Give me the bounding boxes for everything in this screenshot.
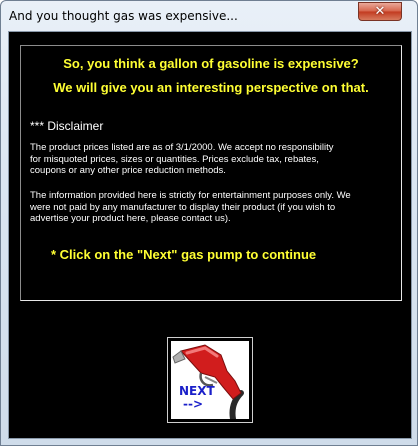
disclaimer-heading: *** Disclaimer [30,119,104,133]
text-line: advertise your product here, please contact us). [30,213,231,224]
title-bar[interactable] [1,1,417,31]
text-line: The information provided here is strictly for entertainment purposes only. We [30,190,351,201]
next-label [179,385,215,411]
text-line: for misquoted prices, sizes or quantities. Prices exclude tax, rebates, [30,153,319,165]
text-line: coupons or any other price reduction methods. [30,165,226,176]
text-line: The product prices listed are as of 3/1/2000. We accept no responsibility [30,142,334,153]
headline-question: So, you think a gallon of gasoline is expensive? [63,56,359,71]
close-icon: ✕ [374,4,386,19]
disclaimer-paragraph-entertainment [30,190,396,225]
continue-instruction: * Click on the "Next" gas pump to continue [51,247,317,262]
next-gas-pump-button[interactable] [167,337,253,423]
next-text: NEXT [179,384,215,398]
close-button[interactable] [358,2,402,21]
intro-panel [20,45,402,301]
disclaimer-paragraph-prices [30,142,396,177]
next-arrow-text: --> [183,397,204,411]
headline-perspective: We will give you an interesting perspective on that. [53,80,369,95]
gas-pump-nozzle-icon [171,341,249,419]
content-area [8,31,412,439]
text-line: were not paid by any manufacturer to display their product (if you wish to [30,201,336,213]
window-title: And you thought gas was expensive... [9,9,238,23]
